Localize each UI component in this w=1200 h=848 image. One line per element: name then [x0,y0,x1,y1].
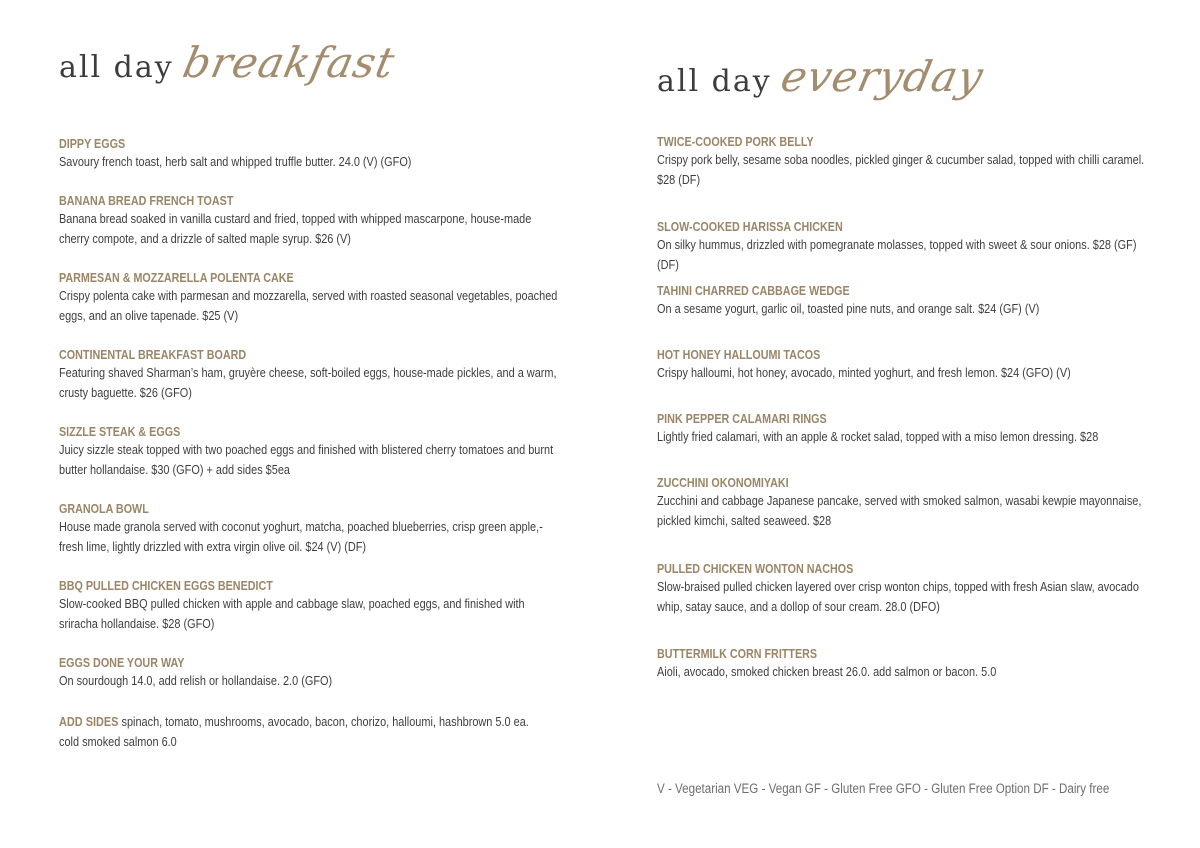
menu-item [657,283,1147,319]
add-sides-line-1: spinach, tomato, mushrooms, avocado, bacon, chorizo, halloumi, hashbrown 5.0 ea. [121,714,529,729]
menu-item-description: Featuring shaved Sharman’s ham, gruyère cheese, soft-boiled eggs, house-made pickles, and a warm, crusty baguette. $26 (GFO) [59,365,557,400]
menu-item [657,561,1147,616]
menu-item-description: Crispy polenta cake with parmesan and mozzarella, served with roasted seasonal vegetables, poached eggs, and an olive tapenade. $25 (V) [59,288,558,323]
menu-item-description: House made granola served with coconut yoghurt, matcha, poached blueberries, crisp green apple,- fresh lime, lightly drizzled with extra virgin olive oil. $24 (V) (DF) [59,519,543,554]
menu-item-description: On silky hummus, drizzled with pomegranate molasses, topped with sweet & sour onions. $28 (GF) (DF) [657,237,1137,272]
add-sides-title: ADD SIDES [59,714,119,729]
menu-item [657,475,1147,530]
menu-item-title: BBQ PULLED CHICKEN EGGS BENEDICT [59,579,273,593]
menu-item [59,655,559,691]
everyday-heading-script: everyday [776,52,988,101]
menu-item-description: Juicy sizzle steak topped with two poached eggs and finished with blistered cherry tomatoes and burnt butter hollandaise. $30 (GFO) + add sides $5ea [59,442,554,477]
menu-item [657,646,1147,682]
menu-item [657,411,1147,447]
menu-item-title: DIPPY EGGS [59,137,126,151]
menu-item-title: CONTINENTAL BREAKFAST BOARD [59,348,247,362]
menu-item-title: EGGS DONE YOUR WAY [59,656,185,670]
menu-item [59,347,559,402]
menu-item-description: On a sesame yogurt, garlic oil, toasted pine nuts, and orange salt. $24 (GF) (V) [657,301,1040,316]
breakfast-heading [59,38,400,87]
menu-item-title: SLOW-COOKED HARISSA CHICKEN [657,220,843,234]
menu-item [657,219,1147,274]
everyday-heading [657,52,988,101]
menu-item [59,270,559,325]
menu-item [59,136,559,172]
menu-item-description: On sourdough 14.0, add relish or hollandaise. 2.0 (GFO) [59,673,333,688]
menu-item-description: Crispy halloumi, hot honey, avocado, minted yoghurt, and fresh lemon. $24 (GFO) (V) [657,365,1071,380]
menu-item-description: Banana bread soaked in vanilla custard and fried, topped with whipped mascarpone, house-made cherry compote, and a drizzle of salted maple syrup. $26 (V) [59,211,532,246]
menu-item [59,578,559,633]
menu-item-description: Zucchini and cabbage Japanese pancake, served with smoked salmon, wasabi kewpie mayonnaise, pickled kimchi, salted seaweed. $28 [657,493,1142,528]
menu-item-title: BANANA BREAD FRENCH TOAST [59,194,234,208]
menu-item [59,193,559,248]
menu-item-description: Slow-cooked BBQ pulled chicken with apple and cabbage slaw, poached eggs, and finished with sriracha hollandaise. $28 (GFO) [59,596,525,631]
menu-item-title: PINK PEPPER CALAMARI RINGS [657,412,827,426]
dietary-legend: V - Vegetarian VEG - Vegan GF - Gluten Free GFO - Gluten Free Option DF - Dairy free [657,781,1110,796]
menu-item-title: GRANOLA BOWL [59,502,149,516]
breakfast-heading-script: breakfast [178,38,400,87]
menu-item-title: TAHINI CHARRED CABBAGE WEDGE [657,284,850,298]
menu-item-description: Lightly fried calamari, with an apple & rocket salad, topped with a miso lemon dressing. $28 [657,429,1099,444]
add-sides-text [59,712,559,751]
add-sides-line-2: cold smoked salmon 6.0 [59,733,177,749]
menu-item-title: PARMESAN & MOZZARELLA POLENTA CAKE [59,271,294,285]
breakfast-heading-plain: all day [59,50,174,85]
menu-item [657,347,1147,383]
everyday-heading-plain: all day [657,64,772,99]
menu-item-title: SIZZLE STEAK & EGGS [59,425,181,439]
add-sides [59,712,559,751]
menu-item-title: ZUCCHINI OKONOMIYAKI [657,476,789,490]
menu-item-title: BUTTERMILK CORN FRITTERS [657,647,818,661]
menu-item-description: Crispy pork belly, sesame soba noodles, pickled ginger & cucumber salad, topped with chilli caramel. $28 (DF) [657,152,1145,187]
menu-item-title: HOT HONEY HALLOUMI TACOS [657,348,821,362]
menu-item-description: Aioli, avocado, smoked chicken breast 26.0. add salmon or bacon. 5.0 [657,664,997,679]
menu-item-description: Slow-braised pulled chicken layered over crisp wonton chips, topped with fresh Asian slaw, avocado whip, satay sauce, and a dollop of sour cream. 28.0 (DFO) [657,579,1139,614]
menu-item-description: Savoury french toast, herb salt and whipped truffle butter. 24.0 (V) (GFO) [59,154,412,169]
menu-item-title: PULLED CHICKEN WONTON NACHOS [657,562,854,576]
menu-item-title: TWICE-COOKED PORK BELLY [657,135,814,149]
menu-item [657,134,1147,189]
menu-item [59,424,559,479]
menu-item [59,501,559,556]
